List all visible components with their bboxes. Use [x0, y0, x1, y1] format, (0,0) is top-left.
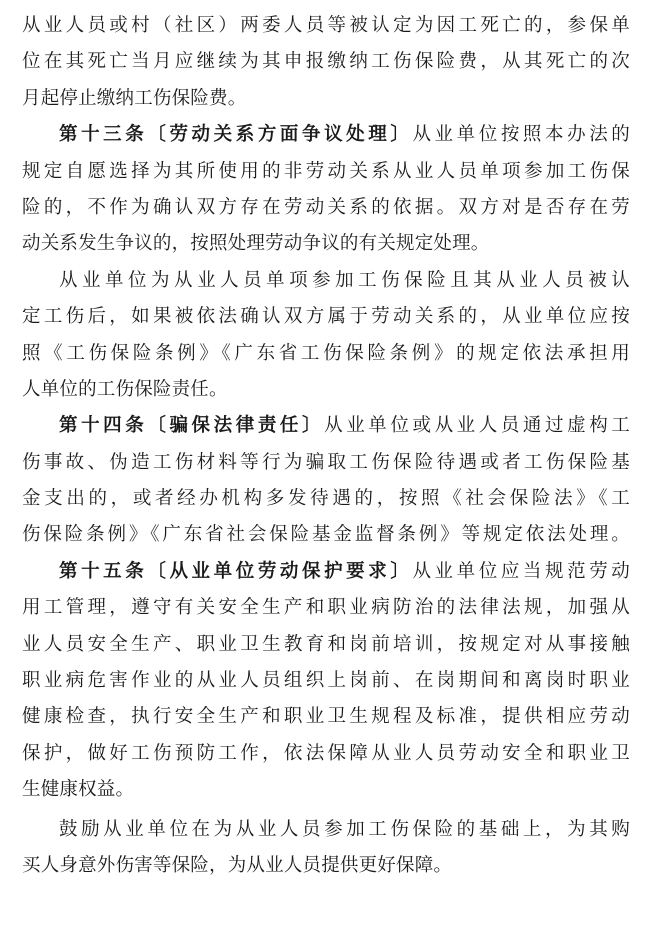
text-line — [22, 408, 630, 444]
text-line: 月起停止缴纳工伤保险费。 — [22, 87, 247, 109]
article-13-heading: 第十三条〔劳动关系方面争议处理〕 — [59, 124, 413, 146]
text-line: 保护，做好工伤预防工作，依法保障从业人员劳动安全和职业卫 — [22, 742, 630, 764]
paragraph-employer-liability — [22, 263, 630, 409]
text-line: 定工伤后，如果被依法确认双方属于劳动关系的，从业单位应按 — [22, 306, 630, 328]
text-line — [22, 554, 630, 590]
text-line: 规定自愿选择为其所使用的非劳动关系从业人员单项参加工伤保 — [22, 160, 630, 182]
text-line: 健康检查，执行安全生产和职业卫生规程及标准，提供相应劳动 — [22, 706, 630, 728]
article-15-heading: 第十五条〔从业单位劳动保护要求〕 — [59, 560, 413, 582]
text-line: 伤保险条例》《广东省社会保险基金监督条例》等规定依法处理。 — [22, 524, 630, 546]
text-line: 金支出的，或者经办机构多发待遇的，按照《社会保险法》《工 — [22, 488, 630, 510]
text-line: 业人员安全生产、职业卫生教育和岗前培训，按规定对从事接触 — [22, 633, 630, 655]
text-line: 人单位的工伤保险责任。 — [22, 378, 228, 400]
article-15 — [22, 554, 630, 809]
document-page — [22, 8, 630, 884]
text-line: 从业单位为从业人员单项参加工伤保险且其从业人员被认 — [59, 269, 630, 291]
article-15-text: 从业单位应当规范劳动 — [412, 560, 630, 582]
text-line: 职业病危害作业的从业人员组织上岗前、在岗期间和离岗时职业 — [22, 670, 630, 692]
article-13-text: 从业单位按照本办法的 — [412, 124, 630, 146]
text-line: 鼓励从业单位在为从业人员参加工伤保险的基础上，为其购 — [59, 818, 630, 840]
text-line: 位在其死亡当月应继续为其申报缴纳工伤保险费，从其死亡的次 — [22, 51, 630, 73]
text-line: 险的，不作为确认双方存在劳动关系的依据。双方对是否存在劳 — [22, 196, 630, 218]
text-line — [22, 117, 630, 153]
text-line: 生健康权益。 — [22, 779, 135, 801]
text-line: 照《工伤保险条例》《广东省工伤保险条例》的规定依法承担用 — [22, 342, 630, 364]
text-line: 买人身意外伤害等保险，为从业人员提供更好保障。 — [22, 854, 453, 876]
article-14 — [22, 408, 630, 554]
text-line: 用工管理，遵守有关安全生产和职业病防治的法律法规，加强从 — [22, 597, 630, 619]
article-13 — [22, 117, 630, 263]
text-line: 动关系发生争议的，按照处理劳动争议的有关规定处理。 — [22, 233, 490, 255]
text-line: 从业人员或村（社区）两委人员等被认定为因工死亡的，参保单 — [22, 15, 630, 36]
article-14-heading: 第十四条〔骗保法律责任〕 — [59, 415, 325, 437]
article-14-text: 从业单位或从业人员通过虚构工 — [324, 415, 630, 437]
text-line: 伤事故、伪造工伤材料等行为骗取工伤保险待遇或者工伤保险基 — [22, 451, 630, 473]
paragraph-encourage-insurance — [22, 812, 630, 885]
paragraph-death-contribution — [22, 8, 630, 117]
